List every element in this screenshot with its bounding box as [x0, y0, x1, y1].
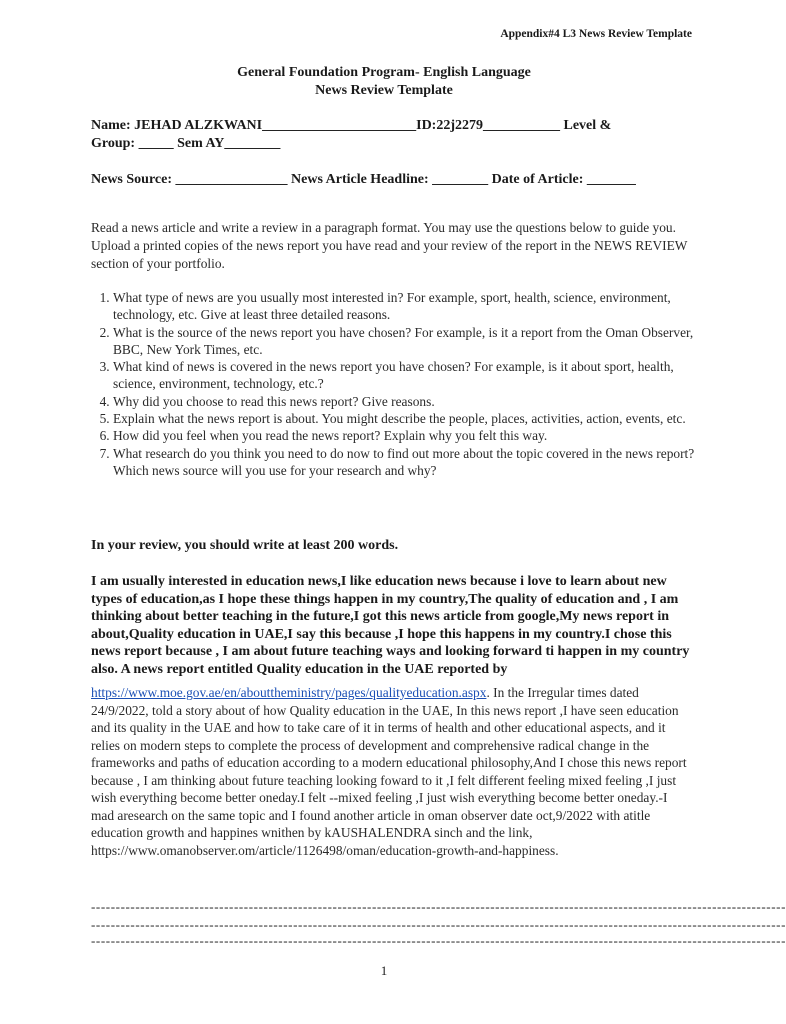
question-item: 5. Explain what the news report is about. You might describe the people, places, activities, action, events, etc. — [113, 410, 703, 427]
review-bold-text: I am usually interested in education news,I like education news because i love to learn about new types of education,as I hope these things happen in my country,The quality of education and , I am thinking about better teaching in the future,I got this news article from google,My news report in about,Quality education in UAE,I say this because ,I hope this happens in my country.I chose this news report because , I am about future teaching ways and looking forward ti happen in my country also. A news report entitled Quality education in the UAE reported by — [91, 574, 690, 677]
question-item: 7. What research do you think you need to do now to find out more about the topic covered in the news report? Which news source will you use for your research and why? — [113, 445, 703, 480]
question-item: 3. What kind of news is covered in the news report you have chosen? For example, is it about sport, health, science, environment, technology, etc.? — [113, 358, 703, 393]
word-requirement: In your review, you should write at least 200 words. — [91, 538, 399, 553]
program-title: General Foundation Program- English Language — [237, 65, 531, 80]
dash-line: --------------------------------------------------------------------------------------------------------------------------------------------- — [91, 933, 786, 948]
question-item: 1. What type of news are you usually most interested in? For example, sport, health, science, environment, technology, etc. Give at least three detailed reasons. — [113, 289, 703, 324]
instructions: Read a news article and write a review in a paragraph format. You may use the questions below to guide you. Upload a printed copies of the news report you have read and your review of the report in the NEWS REVIEW section of your portfolio. — [91, 220, 688, 271]
question-list — [91, 289, 703, 479]
review-body — [91, 684, 691, 859]
source-line: News Source: ________________ News Article Headline: ________ Date of Article: _______ — [91, 172, 636, 187]
moe-link[interactable]: https://www.moe.gov.ae/en/abouttheministry/pages/qualityeducation.aspx — [91, 685, 487, 700]
template-title: News Review Template — [315, 83, 453, 98]
question-item: 6. How did you feel when you read the news report? Explain why you felt this way. — [113, 427, 703, 444]
review-rest-text: . In the Irregular times dated 24/9/2022, told a story about of how Quality education in the UAE, In this news report ,I have seen education and its quality in the UAE and how to take care of it in terms of health and other educational aspects, and it relies on modern steps to complete the process of development and comprehensive radical change in the frameworks and paths of education according to a modern educational philosophy,And I chose this news report because , I am thinking about future teaching looking foward to it ,I felt different feeling mixed feeling ,I just wish everything become better oneday.I felt --mixed feeling ,I just wish everything become better oneday.-I mad aresearch on the same topic and I found another article in oman observer date oct,9/2022 with atitle education growth and happines wnithen by kAUSHALENDRA sinch and the link, https://www.omanobserver.om/article/1126498/oman/education-growth-and-happiness. — [91, 685, 687, 858]
page-number: 1 — [380, 963, 388, 978]
group-line: Group: _____ Sem AY________ — [91, 136, 281, 151]
dash-line: --------------------------------------------------------------------------------------------------------------------------------------------- — [91, 899, 786, 914]
question-item: 4. Why did you choose to read this news report? Give reasons. — [113, 393, 703, 410]
appendix-label: Appendix#4 L3 News Review Template — [500, 28, 692, 40]
dash-line: --------------------------------------------------------------------------------------------------------------------------------------------- — [91, 917, 786, 932]
name-id-line: Name: JEHAD ALZKWANI______________________ID:22j2279___________ Level & — [91, 118, 612, 133]
question-item: 2. What is the source of the news report you have chosen? For example, is it a report from the Oman Observer, BBC, New York Times, etc. — [113, 324, 703, 359]
